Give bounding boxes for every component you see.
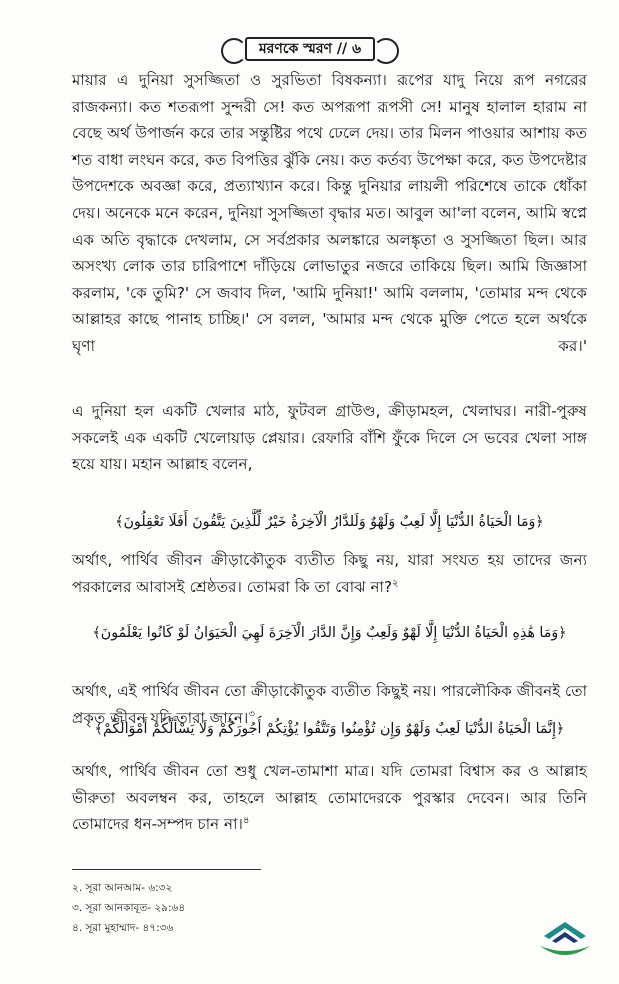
running-title: মরণকে স্মরণ // ৬ <box>245 37 375 61</box>
paragraph-1: মায়ার এ দুনিয়া সুসজ্জিতা ও সুরভিতা বিষকন্যা। রূপের যাদু নিয়ে রূপ নগরের রাজকন্যা। কত শতরূপা সুন্দরী সে! কত অপরূপা রূপসী সে! মানুষ হালাল হারাম না বেছে অর্থ উপার্জন করে তার সন্তুষ্টির পথে ঢেলে দেয়। তার মিলন পাওয়ার আশায় কত শত বাধা লংঘন করে, কত বিপত্তির ঝুঁকি নেয়। কত কর্তব্য উপেক্ষা করে, কত উপদেষ্টার উপদেশকে অবজ্ঞা করে, প্রত্যাখ্যান করে। কিন্তু দুনিয়ার লায়লী পরিশেষে তাকে ধোঁকা দেয়। অনেকে মনে করেন, দুনিয়া সুসজ্জিতা বৃদ্ধার মত। আবুল আ'লা বলেন, আমি স্বপ্নে এক অতি বৃদ্ধাকে দেখলাম, সে সর্বপ্রকার অলঙ্কারে অলঙ্কৃতা ও সুসজ্জিতা ছিল। আর অসংখ্য লোক তার চারিপাশে দাঁড়িয়ে লোভাতুর নজরে তাকিয়ে ছিল। আমি জিজ্ঞাসা করলাম, 'কে তুমি?' সে জবাব দিল, 'আমি দুনিয়া!' আমি বললাম, 'তোমার মন্দ থেকে আল্লাহর কাছে পানাহ চাচ্ছি।' সে বলল, 'আমার মন্দ থেকে মুক্তি পেতে হলে অর্থকে ঘৃণা কর।' <box>72 71 587 355</box>
header-ornament-left <box>221 38 247 64</box>
page-header <box>225 36 395 62</box>
paragraph-5 <box>72 758 587 838</box>
footnote-4: ৪. সূরা মুহাম্মাদ- ৪৭:৩৬ <box>72 922 174 934</box>
logo-base-swoosh <box>540 946 590 955</box>
quran-verse-2: ﴿وَمَا هَٰذِهِ الْحَيَاةُ الدُّنْيَا إِلَّا لَهْوٌ وَلَعِبٌ وَإِنَّ الدَّارَ الْآخِرَةَ لَهِيَ الْحَيَوَانُ لَوْ كَانُوا يَعْلَمُونَ﴾ <box>92 625 567 641</box>
footnote-2: ২. সূরা আনআম- ৬:৩২ <box>72 882 173 894</box>
paragraph-5-text: অর্থাৎ, পার্থিব জীবন তো শুধু খেল-তামাশা মাত্র। যদি তোমরা বিশ্বাস কর ও আল্লাহ ভীরুতা অবলম্বন কর, তাহলে আল্লাহ তোমাদেরকে পুরস্কার দেবেন। আর তিনি তোমাদের ধন-সম্পদ চান না। <box>72 762 587 834</box>
paragraph-3 <box>72 547 587 600</box>
paragraph-4-text: অর্থাৎ, এই পার্থিব জীবন তো ক্রীড়াকৌতুক ব্যতীত কিছুই নয়। পারলৌকিক জীবনই তো প্রকৃত জীবন যদি তারা জানে। <box>72 682 587 727</box>
footnote-ref-4: ৪ <box>242 815 250 827</box>
footnote-ref-2: ২ <box>392 577 399 589</box>
quran-verse-3: ﴿إِنَّمَا الْحَيَاةُ الدُّنْيَا لَعِبٌ وَلَهْوٌ وَإِن تُؤْمِنُوا وَتَتَّقُوا يُؤْتِكُمْ أُجُورَكُمْ وَلَا يَسْأَلْكُمْ أَمْوَالَكُمْ﴾ <box>94 721 565 737</box>
footnote-3: ৩. সূরা আনকাবূত- ২৯:৬৪ <box>72 902 186 914</box>
footnote-ref-3: ৩ <box>248 708 255 720</box>
paragraph-2: এ দুনিয়া হল একটি খেলার মাঠ, ফুটবল গ্রাউণ্ড, ক্রীড়ামহল, খেলাঘর। নারী-পুরুষ সকলেই এক একটি খেলোয়াড় প্লেয়ার। রেফারি বাঁশি ফুঁকে দিলে সে ভবের খেলা সাঙ্গ হয়ে যায়। মহান আল্লাহ বলেন, <box>72 402 587 474</box>
header-ornament-right <box>373 38 399 64</box>
footnote-divider <box>72 869 261 870</box>
footnotes <box>72 878 372 938</box>
publisher-logo-icon <box>536 920 594 962</box>
quran-verse-1: ﴿وَمَا الْحَيَاةُ الدُّنْيَا إِلَّا لَعِبٌ وَلَهْوٌ وَلَلدَّارُ الْآخِرَةُ خَيْرٌ لِّلَّذِينَ يَتَّقُونَ أَفَلَا تَعْقِلُونَ﴾ <box>115 514 544 530</box>
paragraph-3-text: অর্থাৎ, পার্থিব জীবন ক্রীড়াকৌতুক ব্যতীত কিছু নয়, যারা সংযত হয় তাদের জন্য পরকালের আবাসই শ্রেষ্ঠতর। তোমরা কি তা বোঝ না? <box>72 551 587 596</box>
